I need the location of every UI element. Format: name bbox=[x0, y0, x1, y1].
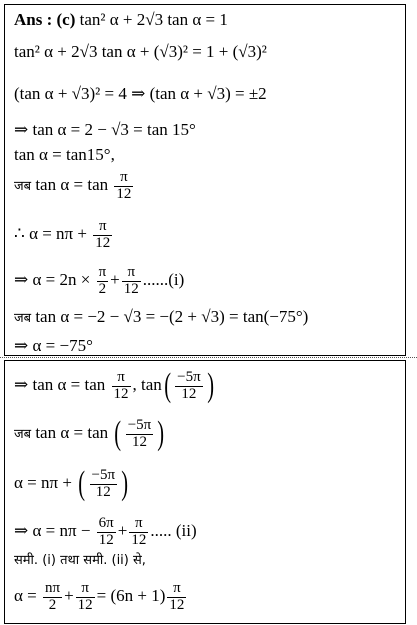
numerator: −5π bbox=[127, 416, 152, 433]
denominator: 12 bbox=[131, 531, 147, 548]
expr-lhs: tan α = tan bbox=[35, 422, 109, 442]
numerator: −5π bbox=[177, 368, 201, 385]
fraction-1 bbox=[97, 516, 116, 549]
answer-label: Ans : (c) bbox=[14, 10, 76, 29]
hindi-word-jab: जब bbox=[14, 311, 32, 326]
fraction bbox=[93, 219, 112, 252]
line-8 bbox=[14, 265, 184, 298]
numerator: π bbox=[117, 368, 125, 385]
line-b6 bbox=[14, 581, 188, 614]
numerator: π bbox=[98, 218, 107, 234]
denominator: 12 bbox=[95, 234, 111, 251]
expr-mid: , tan bbox=[132, 374, 162, 394]
numerator: −5π bbox=[91, 466, 116, 483]
fraction-1 bbox=[43, 581, 62, 614]
line-7 bbox=[14, 219, 114, 252]
fraction bbox=[90, 468, 118, 501]
expr-lhs: α = bbox=[14, 586, 37, 606]
numerator: π bbox=[81, 580, 89, 596]
left-paren: ( bbox=[164, 367, 171, 404]
expr-lhs: tan α = tan bbox=[35, 175, 109, 195]
denominator: 2 bbox=[43, 597, 62, 614]
expr-lhs: α = nπ + bbox=[14, 472, 72, 492]
fraction-2 bbox=[175, 370, 203, 403]
expr-lhs: ⇒ tan α = tan bbox=[14, 374, 106, 394]
fraction-2 bbox=[76, 581, 95, 614]
equation-1: tan² α + 2√3 tan α = 1 bbox=[75, 10, 228, 29]
denominator: 12 bbox=[77, 596, 93, 613]
line-5: tan α = tan15°, bbox=[14, 145, 115, 164]
numerator: 6π bbox=[98, 515, 114, 531]
hindi-word-jab: जब bbox=[14, 426, 32, 442]
right-paren: ) bbox=[157, 415, 165, 452]
plus-sign: + bbox=[117, 521, 128, 541]
line-10: ⇒ α = −75° bbox=[14, 336, 93, 355]
hindi-word-jab: जब bbox=[14, 179, 32, 195]
fraction bbox=[126, 418, 154, 451]
left-paren: ( bbox=[78, 465, 86, 502]
line-b4 bbox=[14, 516, 197, 549]
line-6 bbox=[14, 170, 135, 203]
right-paren: ) bbox=[206, 367, 214, 404]
line-2: tan² α + 2√3 tan α + (√3)² = 1 + (√3)² bbox=[14, 42, 267, 61]
line-1 bbox=[14, 11, 228, 28]
expr-mid: = (6n + 1) bbox=[96, 586, 166, 606]
line-b5: समी. (i) तथा समी. (ii) से, bbox=[14, 553, 146, 568]
fraction-1 bbox=[97, 265, 109, 298]
fraction bbox=[114, 170, 133, 203]
numerator: π bbox=[135, 515, 143, 531]
numerator: nπ bbox=[45, 580, 61, 596]
equation-tag: ......(i) bbox=[142, 270, 185, 290]
equation-9: tan α = −2 − √3 = −(2 + √3) = tan(−75°) bbox=[35, 307, 309, 326]
denominator: 12 bbox=[123, 280, 139, 297]
top-solution-panel bbox=[4, 4, 406, 356]
line-b2 bbox=[14, 417, 167, 451]
expr-lhs: ⇒ α = nπ − bbox=[14, 521, 91, 541]
right-paren: ) bbox=[121, 465, 129, 502]
numerator: π bbox=[98, 264, 107, 280]
plus-sign: + bbox=[110, 270, 120, 290]
expr-lhs: ⇒ α = 2n × bbox=[14, 270, 91, 290]
numerator: π bbox=[127, 264, 136, 280]
line-b3 bbox=[14, 467, 130, 501]
denominator: 12 bbox=[113, 385, 129, 402]
denominator: 12 bbox=[90, 484, 118, 501]
numerator: π bbox=[173, 580, 181, 596]
separator-dotted-line bbox=[0, 357, 417, 358]
line-3: (tan α + √3)² = 4 ⇒ (tan α + √3) = ±2 bbox=[14, 84, 267, 103]
denominator: 12 bbox=[169, 596, 185, 613]
line-9 bbox=[14, 308, 308, 325]
denominator: 2 bbox=[97, 281, 109, 298]
denominator: 12 bbox=[175, 386, 203, 403]
denominator: 12 bbox=[97, 532, 116, 549]
fraction-1 bbox=[112, 370, 131, 403]
left-paren: ( bbox=[114, 415, 122, 452]
fraction-2 bbox=[122, 265, 141, 298]
plus-sign: + bbox=[64, 586, 74, 606]
numerator: π bbox=[120, 169, 128, 185]
line-4: ⇒ tan α = 2 − √3 = tan 15° bbox=[14, 120, 196, 139]
fraction-2 bbox=[129, 516, 148, 549]
denominator: 12 bbox=[116, 185, 132, 202]
expr-lhs: ∴ α = nπ + bbox=[14, 224, 87, 244]
equation-tag: ..... (ii) bbox=[150, 521, 197, 541]
fraction-3 bbox=[167, 581, 186, 614]
line-b1 bbox=[14, 369, 216, 403]
bottom-solution-panel bbox=[4, 360, 406, 624]
denominator: 12 bbox=[126, 434, 154, 451]
